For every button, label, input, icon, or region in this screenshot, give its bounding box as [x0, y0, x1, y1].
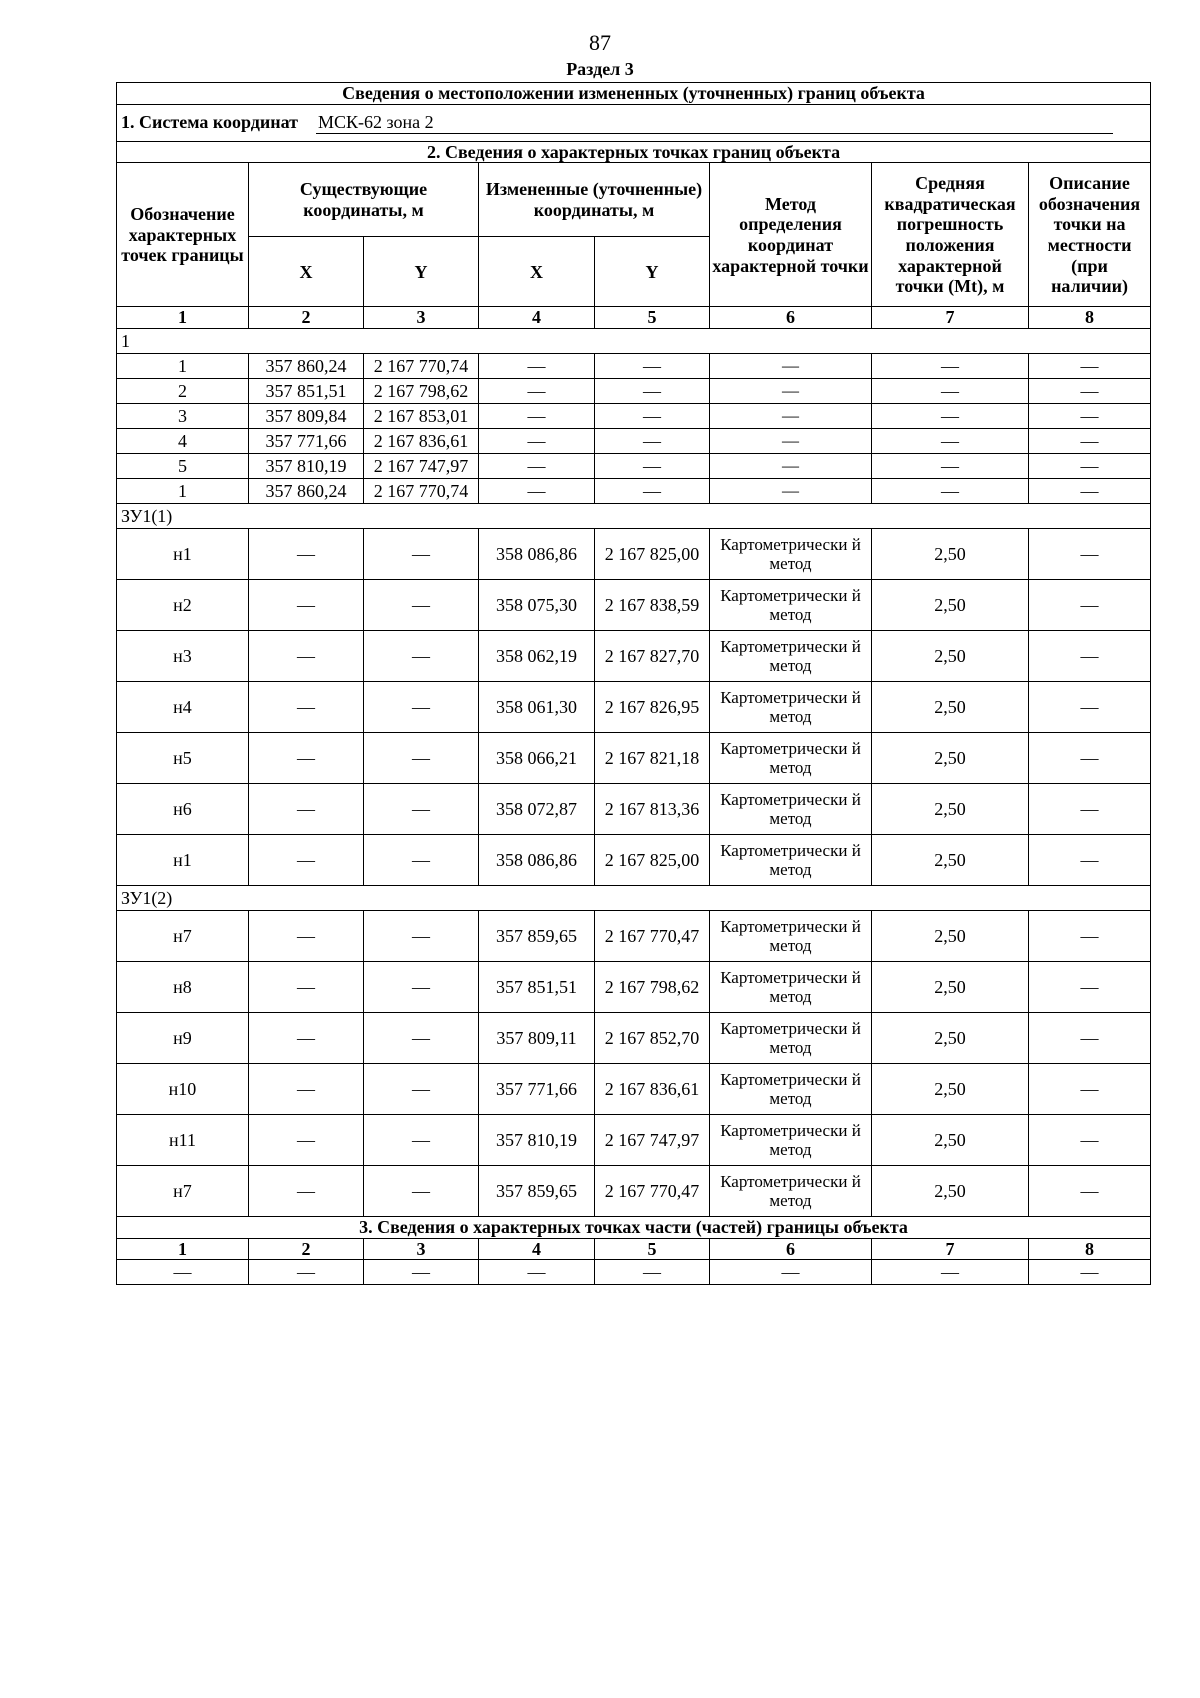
existing-y: — — [364, 1064, 479, 1115]
existing-y: 2 167 836,61 — [364, 429, 479, 454]
point-designation: 1 — [117, 354, 249, 379]
point-description: — — [1029, 1013, 1151, 1064]
header-changed-coords: Измененные (уточненные) координаты, м — [479, 163, 710, 237]
point-designation: 2 — [117, 379, 249, 404]
existing-x: — — [249, 962, 364, 1013]
section-title: Раздел 3 — [566, 59, 634, 79]
boundary-table — [116, 82, 1151, 1285]
mean-square-error: 2,50 — [872, 962, 1029, 1013]
changed-x: 357 771,66 — [479, 1064, 595, 1115]
existing-y: — — [364, 835, 479, 886]
mean-square-error: 2,50 — [872, 784, 1029, 835]
existing-x: — — [249, 631, 364, 682]
changed-y: — — [595, 479, 710, 504]
existing-y: 2 167 853,01 — [364, 404, 479, 429]
changed-y: 2 167 770,47 — [595, 1166, 710, 1217]
section3-rows — [117, 1260, 1151, 1285]
changed-y: 2 167 825,00 — [595, 835, 710, 886]
changed-y: — — [595, 454, 710, 479]
point-description: — — [1029, 962, 1151, 1013]
changed-x: 358 061,30 — [479, 682, 595, 733]
column-number: 4 — [479, 1238, 595, 1260]
table-row — [117, 580, 1151, 631]
header-y-changed: Y — [595, 237, 710, 307]
point-description: — — [1029, 529, 1151, 580]
section3-title: 3. Сведения о характерных точках части (частей) границы объекта — [117, 1217, 1151, 1239]
point-designation: н2 — [117, 580, 249, 631]
existing-x: — — [249, 1013, 364, 1064]
changed-x: — — [479, 404, 595, 429]
header-method: Метод определения координат характерной точки — [710, 163, 872, 307]
changed-x: — — [479, 429, 595, 454]
changed-x: 357 809,11 — [479, 1013, 595, 1064]
method: Картометрически й метод — [710, 1115, 872, 1166]
point-description: — — [1029, 1115, 1151, 1166]
changed-y: — — [595, 404, 710, 429]
table-row — [117, 962, 1151, 1013]
existing-y: — — [364, 529, 479, 580]
existing-x: — — [249, 529, 364, 580]
changed-x: — — [479, 354, 595, 379]
section3-body — [117, 1217, 1151, 1260]
method: — — [710, 379, 872, 404]
mean-square-error: 2,50 — [872, 1115, 1029, 1166]
table-row — [117, 354, 1151, 379]
mean-square-error: 2,50 — [872, 733, 1029, 784]
mean-square-error: 2,50 — [872, 529, 1029, 580]
point-description: — — [1029, 479, 1151, 504]
changed-y: 2 167 836,61 — [595, 1064, 710, 1115]
section3-cell: — — [479, 1260, 595, 1285]
point-designation: н6 — [117, 784, 249, 835]
existing-x: 357 860,24 — [249, 354, 364, 379]
changed-x: 357 810,19 — [479, 1115, 595, 1166]
changed-y: 2 167 798,62 — [595, 962, 710, 1013]
changed-x: 358 075,30 — [479, 580, 595, 631]
changed-x: — — [479, 479, 595, 504]
existing-y: — — [364, 733, 479, 784]
column-number: 2 — [249, 1238, 364, 1260]
column-number: 7 — [872, 1238, 1029, 1260]
section3-cell: — — [710, 1260, 872, 1285]
column-number: 6 — [710, 307, 872, 329]
table-row — [117, 1166, 1151, 1217]
changed-x: 358 066,21 — [479, 733, 595, 784]
changed-y: 2 167 826,95 — [595, 682, 710, 733]
point-description: — — [1029, 1166, 1151, 1217]
point-designation: н9 — [117, 1013, 249, 1064]
column-number: 3 — [364, 1238, 479, 1260]
header-x-changed: X — [479, 237, 595, 307]
mean-square-error: 2,50 — [872, 835, 1029, 886]
column-number: 8 — [1029, 307, 1151, 329]
existing-x: — — [249, 911, 364, 962]
section2-title: 2. Сведения о характерных точках границ объекта — [117, 141, 1151, 163]
section3-cell: — — [872, 1260, 1029, 1285]
table-row — [117, 529, 1151, 580]
changed-y: 2 167 852,70 — [595, 1013, 710, 1064]
section3-column-numbers-row — [117, 1238, 1151, 1260]
existing-x: 357 809,84 — [249, 404, 364, 429]
point-description: — — [1029, 835, 1151, 886]
boundary-points-body — [117, 329, 1151, 1217]
group-name: ЗУ1(1) — [117, 504, 1151, 529]
section3-cell: — — [364, 1260, 479, 1285]
table-row — [117, 454, 1151, 479]
column-number: 2 — [249, 307, 364, 329]
method: — — [710, 429, 872, 454]
coord-system-value: МСК-62 зона 2 — [316, 112, 1113, 134]
existing-y: — — [364, 631, 479, 682]
existing-y: 2 167 747,97 — [364, 454, 479, 479]
group-name: ЗУ1(2) — [117, 886, 1151, 911]
point-designation: н5 — [117, 733, 249, 784]
section3-cell: — — [595, 1260, 710, 1285]
table-row — [117, 911, 1151, 962]
changed-y: 2 167 770,47 — [595, 911, 710, 962]
point-description: — — [1029, 682, 1151, 733]
point-designation: 3 — [117, 404, 249, 429]
existing-y: — — [364, 1013, 479, 1064]
point-description: — — [1029, 404, 1151, 429]
method: — — [710, 354, 872, 379]
existing-y: — — [364, 682, 479, 733]
column-number: 1 — [117, 307, 249, 329]
existing-y: — — [364, 911, 479, 962]
mean-square-error: 2,50 — [872, 1166, 1029, 1217]
changed-y: 2 167 821,18 — [595, 733, 710, 784]
point-designation: 1 — [117, 479, 249, 504]
changed-x: 357 859,65 — [479, 1166, 595, 1217]
existing-y: — — [364, 784, 479, 835]
point-description: — — [1029, 784, 1151, 835]
method: — — [710, 404, 872, 429]
column-number: 5 — [595, 307, 710, 329]
mean-square-error: 2,50 — [872, 1064, 1029, 1115]
table-row — [117, 682, 1151, 733]
mean-square-error: — — [872, 379, 1029, 404]
method: Картометрически й метод — [710, 784, 872, 835]
group-name: 1 — [117, 329, 1151, 354]
existing-x: — — [249, 1115, 364, 1166]
changed-x: 357 859,65 — [479, 911, 595, 962]
point-designation: н3 — [117, 631, 249, 682]
method: — — [710, 454, 872, 479]
method: Картометрически й метод — [710, 631, 872, 682]
point-designation: н8 — [117, 962, 249, 1013]
header-existing-coords: Существующие координаты, м — [249, 163, 479, 237]
existing-y: — — [364, 1166, 479, 1217]
point-description: — — [1029, 354, 1151, 379]
column-number: 8 — [1029, 1238, 1151, 1260]
changed-y: — — [595, 354, 710, 379]
point-designation: н10 — [117, 1064, 249, 1115]
existing-x: — — [249, 1064, 364, 1115]
changed-y: 2 167 813,36 — [595, 784, 710, 835]
point-designation: н7 — [117, 1166, 249, 1217]
changed-x: — — [479, 454, 595, 479]
method: Картометрически й метод — [710, 733, 872, 784]
mean-square-error: — — [872, 479, 1029, 504]
column-number: 4 — [479, 307, 595, 329]
table-row — [117, 835, 1151, 886]
column-number: 5 — [595, 1238, 710, 1260]
table-row — [117, 1064, 1151, 1115]
existing-x: 357 851,51 — [249, 379, 364, 404]
existing-x: — — [249, 733, 364, 784]
mean-square-error: — — [872, 429, 1029, 454]
method: Картометрически й метод — [710, 682, 872, 733]
mean-square-error: 2,50 — [872, 911, 1029, 962]
table-row — [117, 1013, 1151, 1064]
method: Картометрически й метод — [710, 580, 872, 631]
existing-x: — — [249, 1166, 364, 1217]
changed-y: 2 167 827,70 — [595, 631, 710, 682]
coord-system-label: 1. Система координат — [121, 111, 298, 132]
header-x-existing: X — [249, 237, 364, 307]
point-description: — — [1029, 454, 1151, 479]
existing-y: 2 167 770,74 — [364, 354, 479, 379]
table-title: Сведения о местоположении измененных (уточненных) границ объекта — [117, 83, 1151, 105]
point-description: — — [1029, 911, 1151, 962]
changed-x: — — [479, 379, 595, 404]
point-designation: н7 — [117, 911, 249, 962]
point-designation: 4 — [117, 429, 249, 454]
existing-y: — — [364, 962, 479, 1013]
column-number: 7 — [872, 307, 1029, 329]
method: Картометрически й метод — [710, 962, 872, 1013]
existing-x: — — [249, 682, 364, 733]
point-description: — — [1029, 379, 1151, 404]
coord-system-row — [117, 104, 1151, 141]
mean-square-error: 2,50 — [872, 631, 1029, 682]
existing-y: 2 167 798,62 — [364, 379, 479, 404]
mean-square-error: — — [872, 404, 1029, 429]
mean-square-error: 2,50 — [872, 580, 1029, 631]
mean-square-error: 2,50 — [872, 682, 1029, 733]
page-number: 87 — [589, 30, 611, 55]
method: — — [710, 479, 872, 504]
section3-cell: — — [1029, 1260, 1151, 1285]
table-row — [117, 784, 1151, 835]
table-row — [117, 379, 1151, 404]
changed-x: 358 086,86 — [479, 529, 595, 580]
method: Картометрически й метод — [710, 1064, 872, 1115]
table-row — [117, 479, 1151, 504]
column-number: 1 — [117, 1238, 249, 1260]
point-designation: 5 — [117, 454, 249, 479]
header-y-existing: Y — [364, 237, 479, 307]
table-row — [117, 404, 1151, 429]
group-header-row — [117, 504, 1151, 529]
point-description: — — [1029, 580, 1151, 631]
changed-x: 357 851,51 — [479, 962, 595, 1013]
changed-y: 2 167 747,97 — [595, 1115, 710, 1166]
header-description: Описание обозначения точки на местности (при наличии) — [1029, 163, 1151, 307]
table-row — [117, 1260, 1151, 1285]
existing-y: — — [364, 1115, 479, 1166]
header-error: Средняя квадратическая погрешность положения характерной точки (Mt), м — [872, 163, 1029, 307]
table-row — [117, 631, 1151, 682]
mean-square-error: 2,50 — [872, 1013, 1029, 1064]
point-description: — — [1029, 1064, 1151, 1115]
table-row — [117, 429, 1151, 454]
section3-cell: — — [117, 1260, 249, 1285]
point-designation: н11 — [117, 1115, 249, 1166]
changed-x: 358 062,19 — [479, 631, 595, 682]
point-designation: н1 — [117, 529, 249, 580]
changed-y: 2 167 838,59 — [595, 580, 710, 631]
existing-x: 357 860,24 — [249, 479, 364, 504]
existing-y: — — [364, 580, 479, 631]
column-numbers-row — [117, 307, 1151, 329]
table-row — [117, 1115, 1151, 1166]
point-description: — — [1029, 733, 1151, 784]
changed-y: 2 167 825,00 — [595, 529, 710, 580]
existing-y: 2 167 770,74 — [364, 479, 479, 504]
changed-x: 358 072,87 — [479, 784, 595, 835]
column-number: 6 — [710, 1238, 872, 1260]
point-designation: н4 — [117, 682, 249, 733]
section3-cell: — — [249, 1260, 364, 1285]
column-number: 3 — [364, 307, 479, 329]
existing-x: 357 771,66 — [249, 429, 364, 454]
existing-x: — — [249, 580, 364, 631]
changed-x: 358 086,86 — [479, 835, 595, 886]
mean-square-error: — — [872, 354, 1029, 379]
changed-y: — — [595, 379, 710, 404]
point-description: — — [1029, 429, 1151, 454]
mean-square-error: — — [872, 454, 1029, 479]
existing-x: — — [249, 835, 364, 886]
method: Картометрически й метод — [710, 1013, 872, 1064]
point-designation: н1 — [117, 835, 249, 886]
method: Картометрически й метод — [710, 1166, 872, 1217]
method: Картометрически й метод — [710, 529, 872, 580]
changed-y: — — [595, 429, 710, 454]
table-row — [117, 733, 1151, 784]
group-header-row — [117, 886, 1151, 911]
method: Картометрически й метод — [710, 911, 872, 962]
header-designation: Обозначение характерных точек границы — [117, 163, 249, 307]
point-description: — — [1029, 631, 1151, 682]
method: Картометрически й метод — [710, 835, 872, 886]
group-header-row — [117, 329, 1151, 354]
existing-x: — — [249, 784, 364, 835]
existing-x: 357 810,19 — [249, 454, 364, 479]
